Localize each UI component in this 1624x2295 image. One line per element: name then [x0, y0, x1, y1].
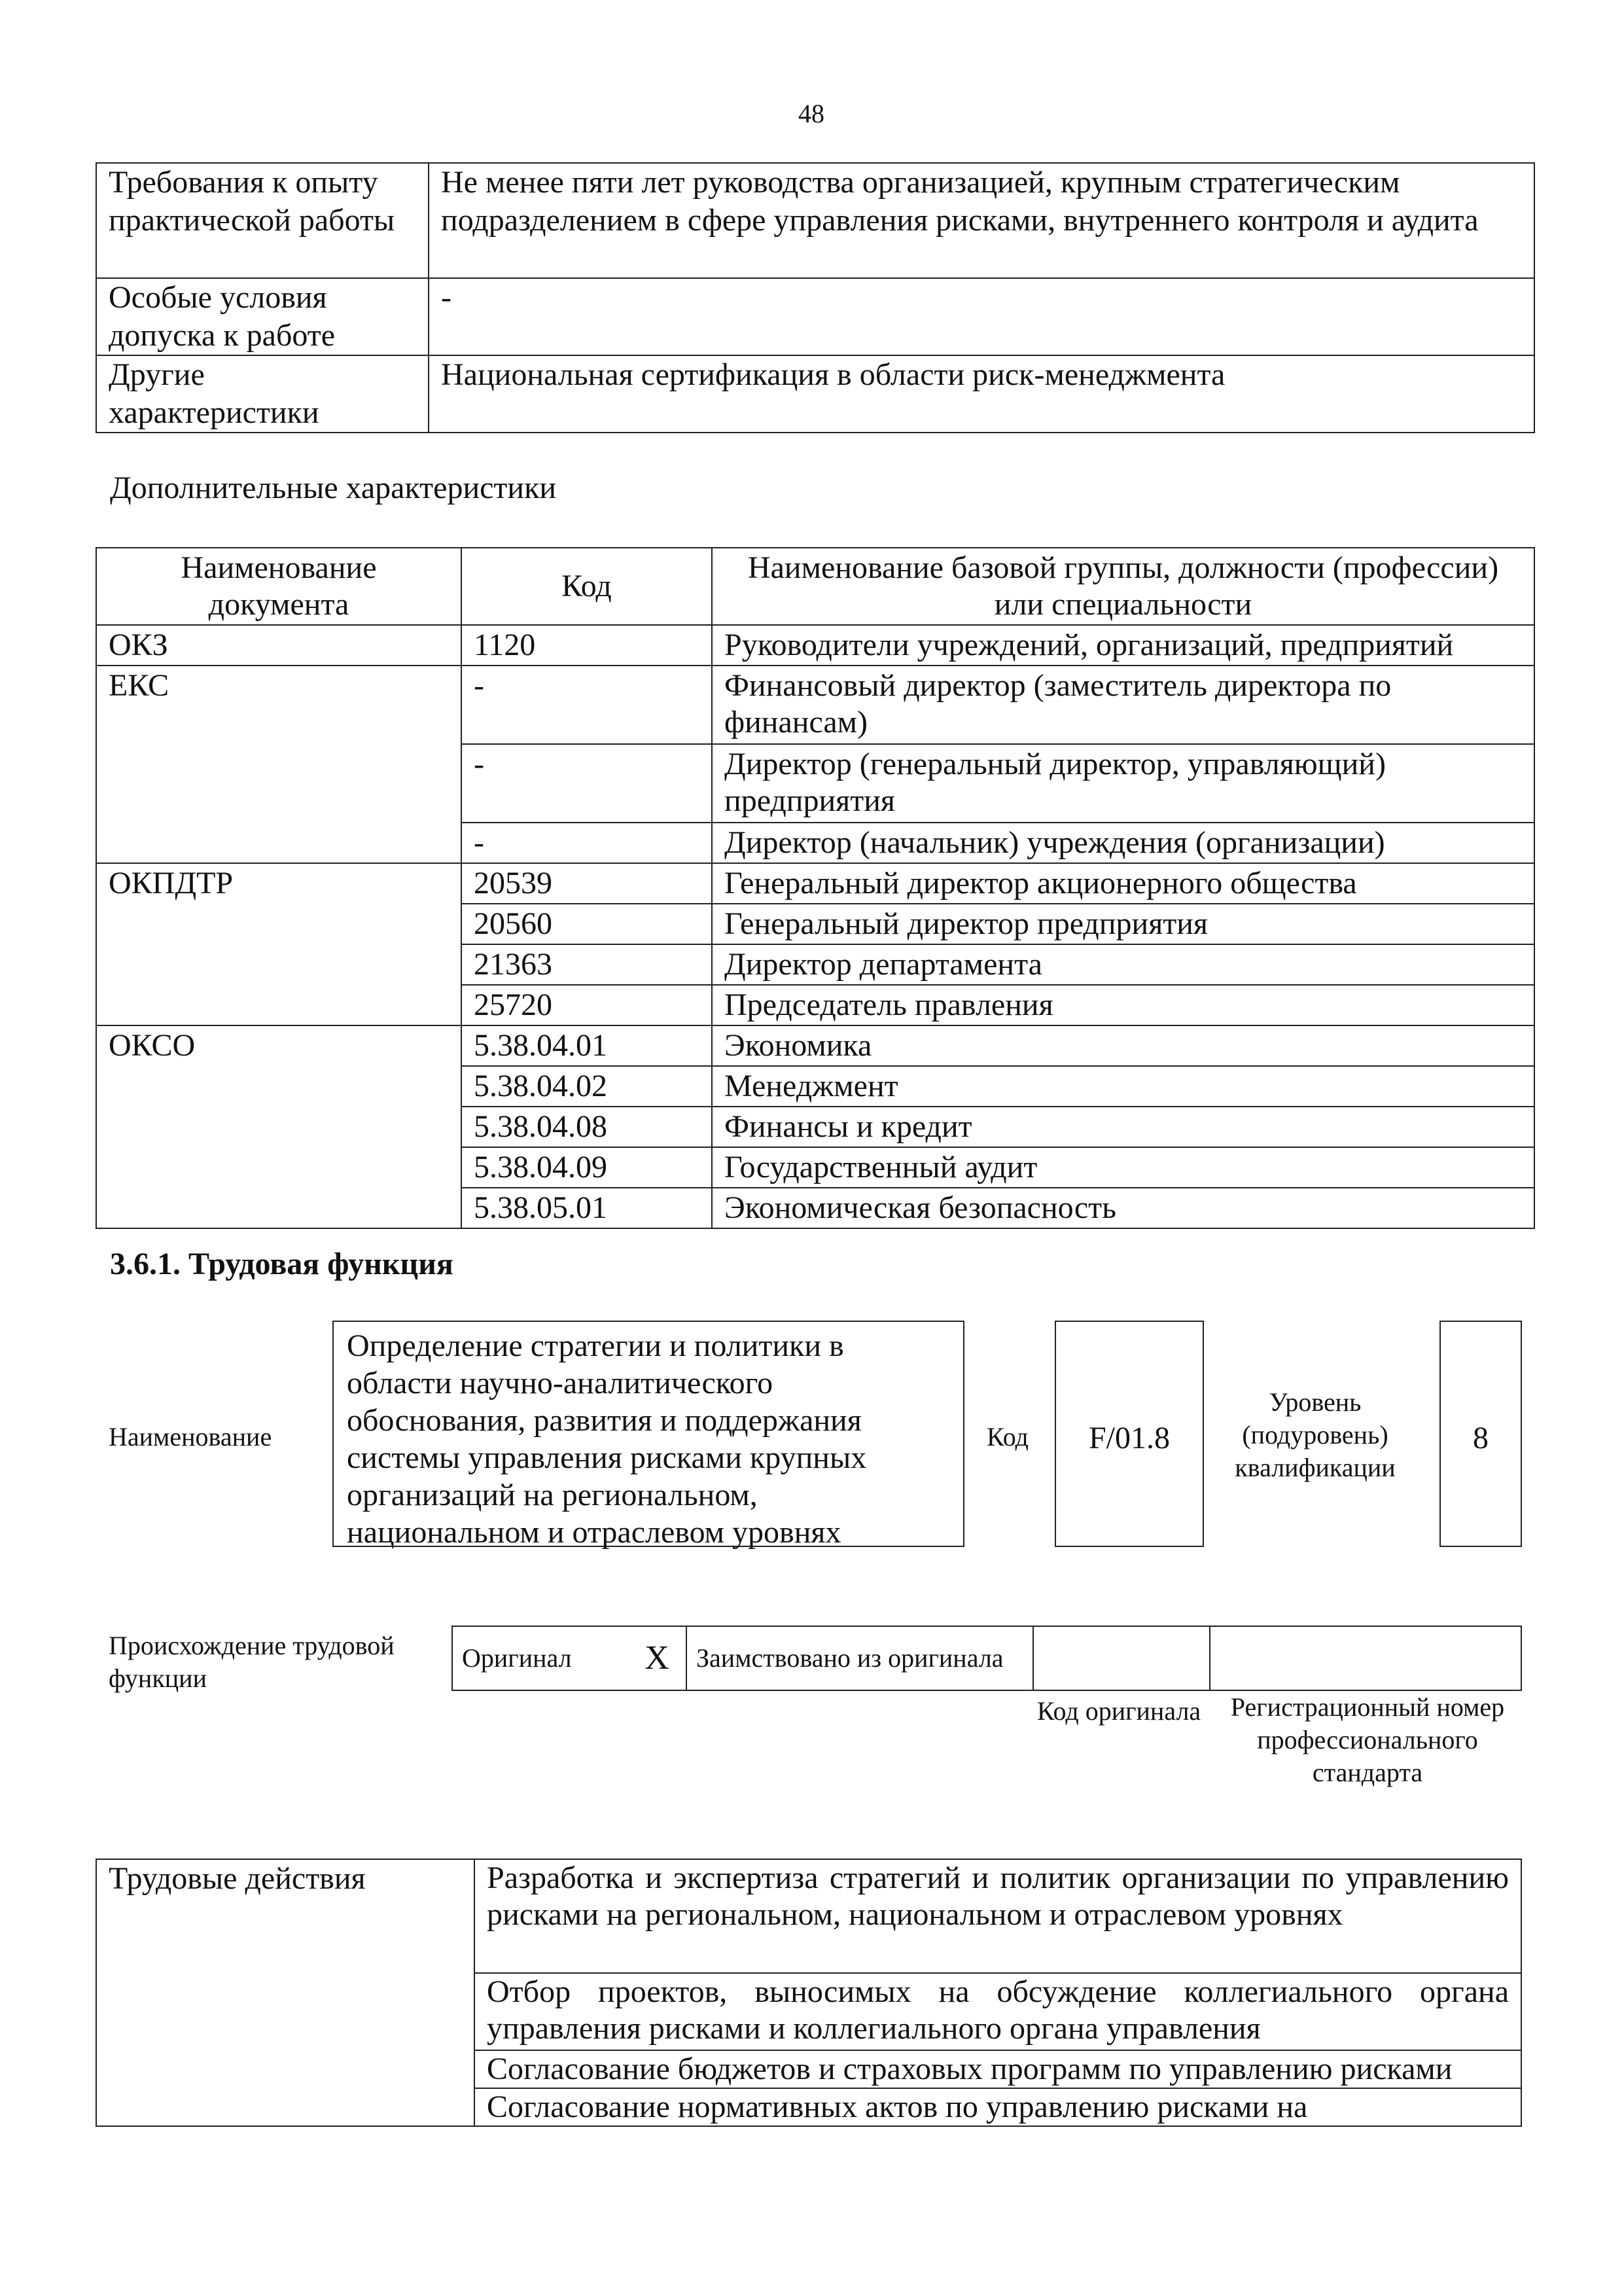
group-cell: Директор (начальник) учреждения (организации): [712, 823, 1534, 863]
table-row: [96, 1859, 1521, 1973]
doc-name: ОКЗ: [96, 625, 461, 666]
origin-label: Происхождение трудовой функции: [109, 1631, 395, 1693]
table-row: [96, 355, 1534, 433]
header-group: Наименование базовой группы, должности (профессии) или специальности: [712, 548, 1534, 625]
group-cell: Генеральный директор акционерного общества: [712, 863, 1534, 904]
table-row: [96, 625, 1534, 666]
group-cell: Финансы и кредит: [712, 1107, 1534, 1147]
code-cell: 5.38.04.09: [461, 1147, 712, 1188]
table-row: [96, 666, 1534, 744]
qualification-level-label: Уровень (подуровень) квалификации: [1235, 1387, 1396, 1482]
row-value: Национальная сертификация в области риск-менеджмента: [429, 355, 1534, 433]
code-cell: -: [461, 744, 712, 823]
original-label: Оригинал: [452, 1626, 628, 1690]
registration-number-caption: Регистрационный номер профессионального стандарта: [1230, 1692, 1505, 1787]
group-cell: Председатель правления: [712, 985, 1534, 1025]
doc-name: ЕКС: [96, 666, 461, 863]
labor-action-item: Отбор проектов, выносимых на обсуждение коллегиального органа управления рисками и коллегиального органа управления: [474, 1973, 1521, 2050]
row-label: Требования к опыту практической работы: [96, 163, 429, 278]
additional-characteristics-title: Дополнительные характеристики: [110, 471, 557, 505]
labor-action-item: Согласование нормативных актов по управлению рисками на: [474, 2088, 1521, 2126]
borrowed-label: Заимствовано из оригинала: [686, 1626, 1033, 1690]
labor-action-item: Разработка и экспертиза стратегий и политик организации по управлению рисками на региональном, национальном и отраслевом уровнях: [474, 1859, 1521, 1973]
row-label: Другие характеристики: [96, 355, 429, 433]
table-row: [96, 863, 1534, 904]
code-cell: -: [461, 666, 712, 744]
group-cell: Финансовый директор (заместитель директора по финансам): [712, 666, 1534, 744]
table-row: [452, 1626, 1521, 1690]
code-cell: 5.38.04.08: [461, 1107, 712, 1147]
doc-name: ОКПДТР: [96, 863, 461, 1025]
group-cell: Директор (генеральный директор, управляющий) предприятия: [712, 744, 1534, 823]
labor-actions-label: Трудовые действия: [96, 1859, 474, 2126]
group-cell: Экономика: [712, 1025, 1534, 1066]
group-cell: Экономическая безопасность: [712, 1188, 1534, 1228]
additional-characteristics-table: [96, 547, 1535, 1229]
group-cell: Государственный аудит: [712, 1147, 1534, 1188]
row-label: Особые условия допуска к работе: [96, 278, 429, 355]
labor-actions-table: [96, 1859, 1522, 2127]
header-code: Код: [461, 548, 712, 625]
qualification-level-box: 8: [1439, 1321, 1522, 1547]
code-cell: 20560: [461, 904, 712, 944]
qualification-requirements-table: [96, 162, 1535, 433]
code-cell: 1120: [461, 625, 712, 666]
table-row: [96, 163, 1534, 278]
code-cell: 25720: [461, 985, 712, 1025]
original-code-cell: [1033, 1626, 1210, 1690]
table-row: [96, 1025, 1534, 1066]
header-document: Наименование документа: [96, 548, 461, 625]
function-code-label: Код: [987, 1422, 1029, 1451]
original-code-caption: Код оригинала: [1036, 1696, 1201, 1726]
row-value: Не менее пяти лет руководства организацией, крупным стратегическим подразделением в сфере управления рисками, внутреннего контроля и аудита: [429, 163, 1534, 278]
row-value: -: [429, 278, 1534, 355]
origin-table: [451, 1626, 1522, 1691]
function-name-label: Наименование: [109, 1422, 272, 1451]
code-cell: 20539: [461, 863, 712, 904]
doc-name: ОКСО: [96, 1025, 461, 1228]
code-cell: -: [461, 823, 712, 863]
code-cell: 5.38.04.02: [461, 1066, 712, 1107]
registration-number-cell: [1210, 1626, 1521, 1690]
code-cell: 5.38.04.01: [461, 1025, 712, 1066]
group-cell: Руководители учреждений, организаций, предприятий: [712, 625, 1534, 666]
code-cell: 21363: [461, 944, 712, 985]
function-code-box: F/01.8: [1055, 1321, 1204, 1547]
table-row: [96, 278, 1534, 355]
original-mark: X: [628, 1626, 686, 1690]
group-cell: Менеджмент: [712, 1066, 1534, 1107]
group-cell: Генеральный директор предприятия: [712, 904, 1534, 944]
section-title: 3.6.1. Трудовая функция: [110, 1247, 453, 1281]
page-number: 48: [798, 99, 824, 128]
table-header-row: [96, 548, 1534, 625]
code-cell: 5.38.05.01: [461, 1188, 712, 1228]
group-cell: Директор департамента: [712, 944, 1534, 985]
function-name-box: Определение стратегии и политики в области научно-аналитического обоснования, развития и поддержания системы управления рисками крупных организаций на региональном, национальном и отраслевом уровнях: [332, 1321, 964, 1547]
labor-action-item: Согласование бюджетов и страховых программ по управлению рисками: [474, 2050, 1521, 2088]
